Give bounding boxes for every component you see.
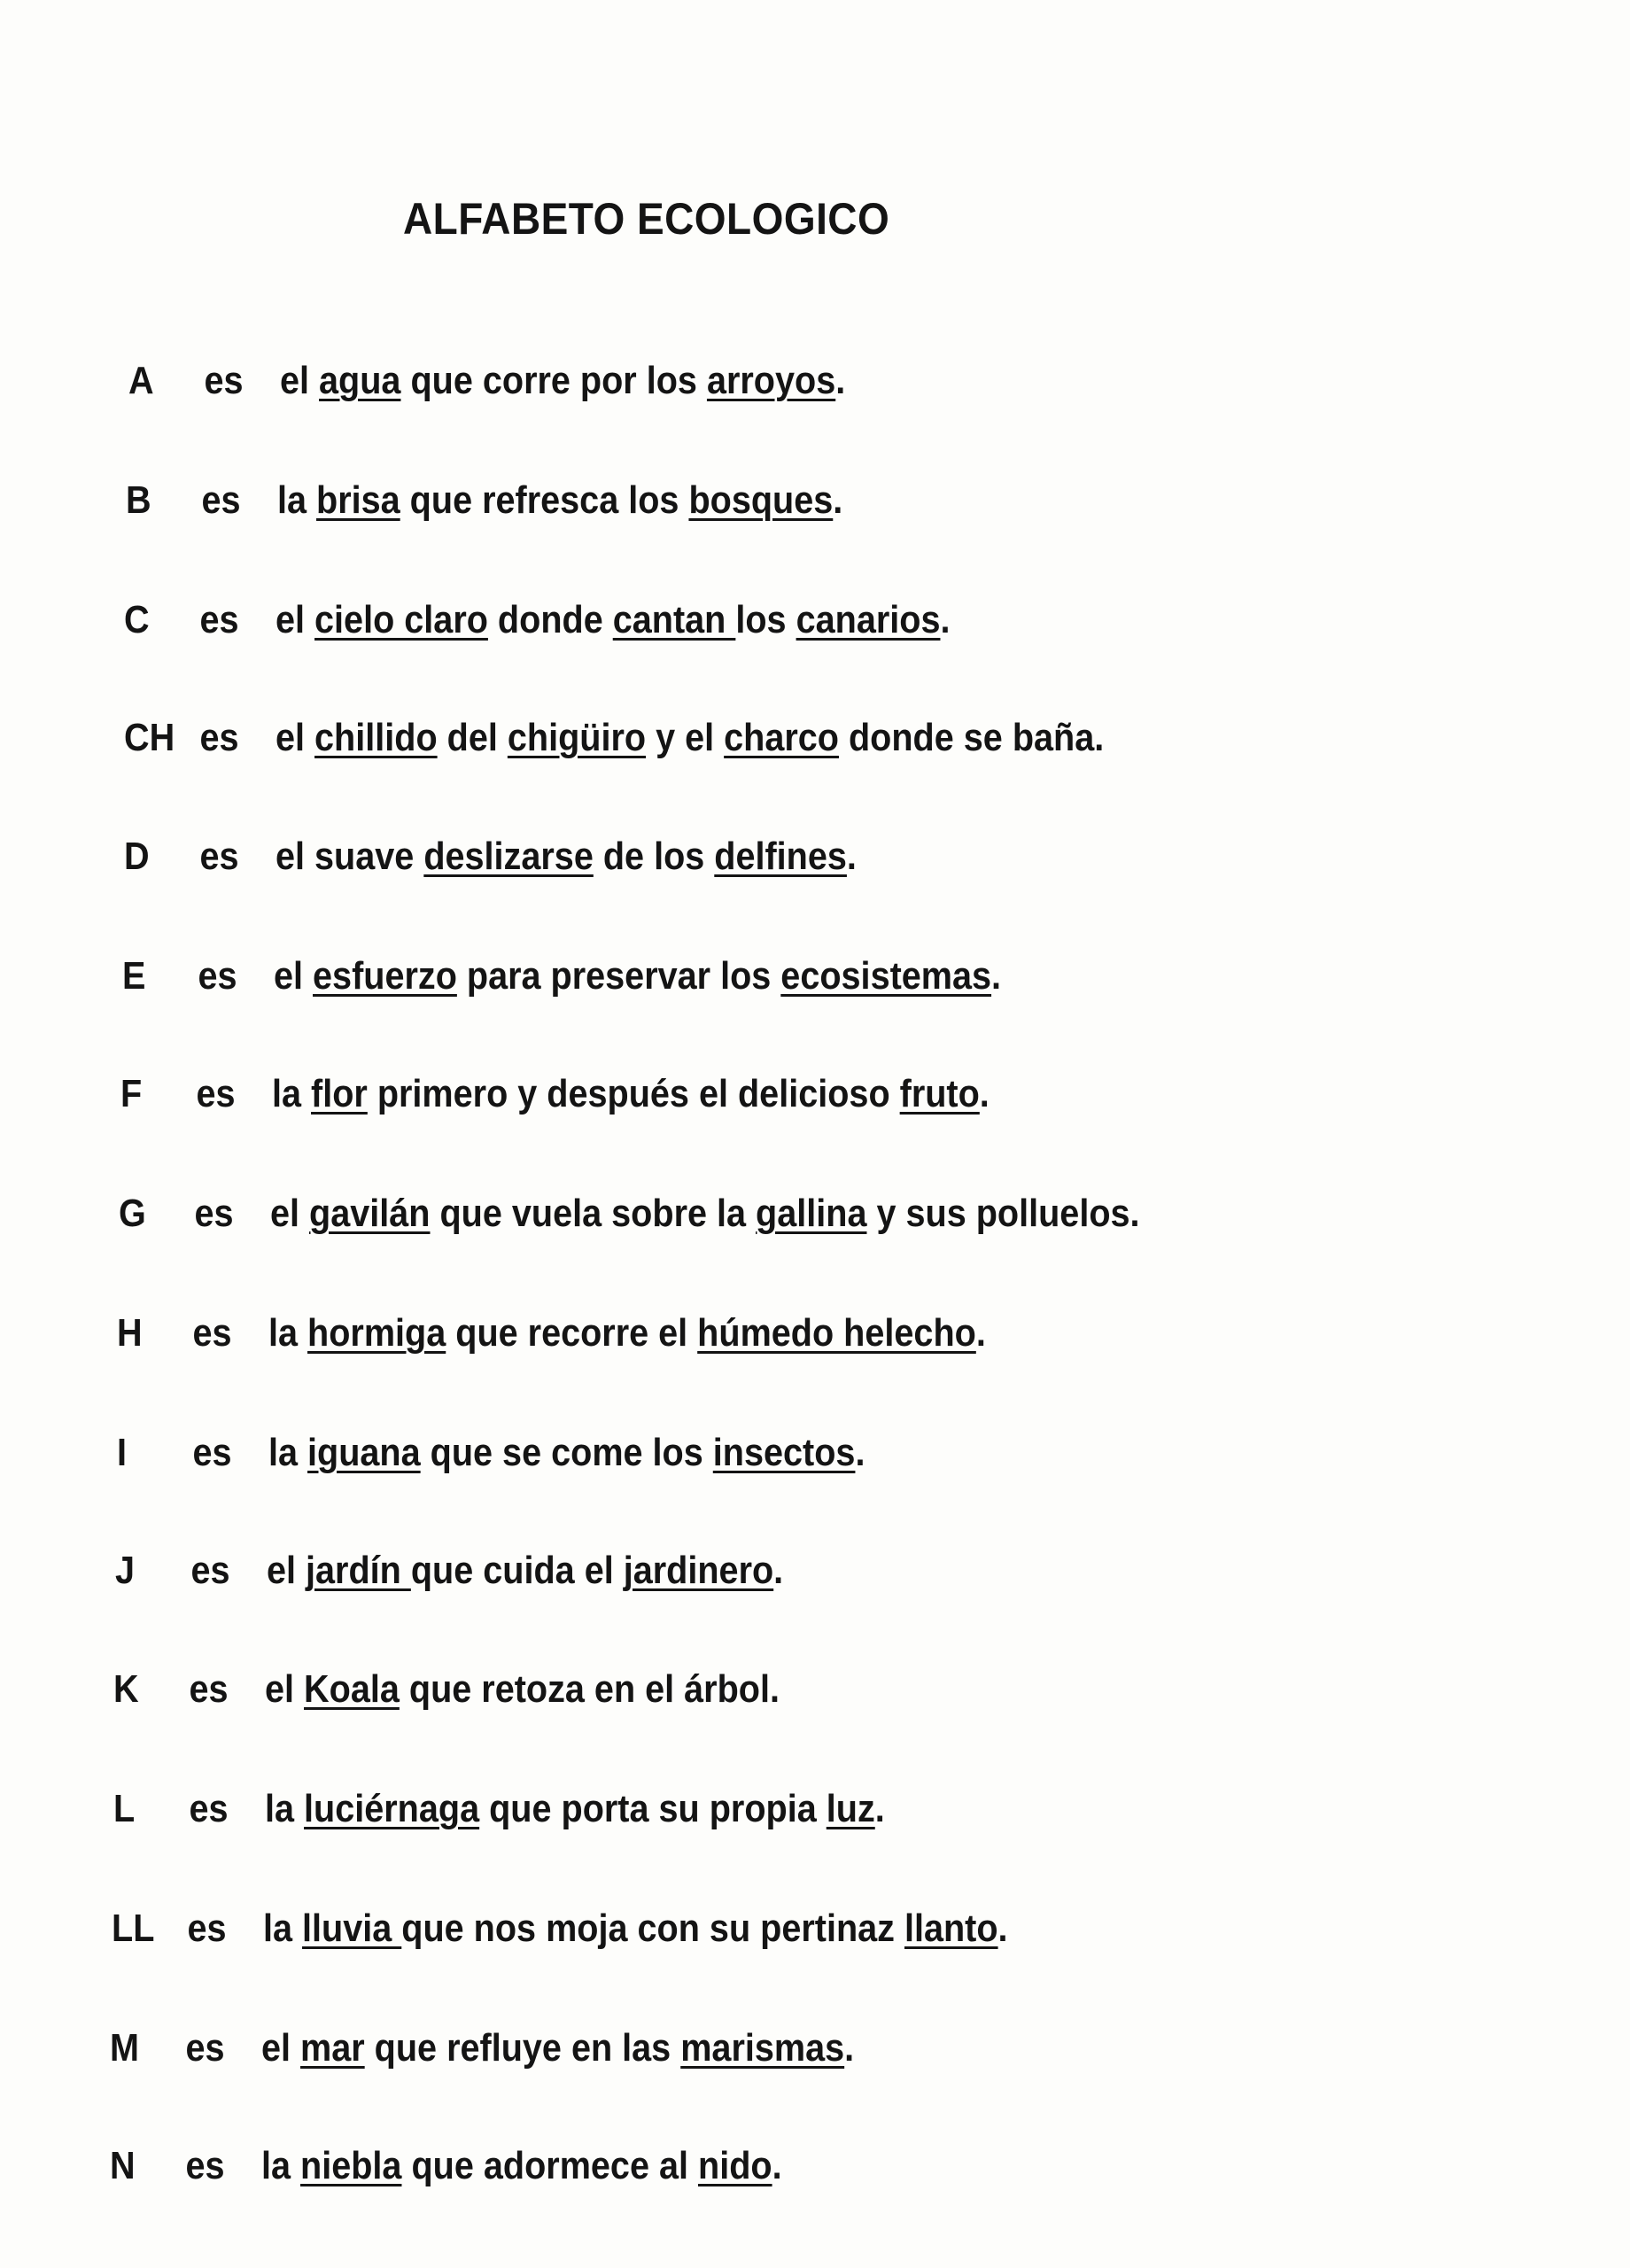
alphabet-entry-l bbox=[113, 1787, 885, 1831]
entry-text: primero y después el delicioso bbox=[367, 1072, 900, 1115]
entry-verb: es bbox=[196, 1072, 236, 1115]
underlined-keyword: ecosistemas bbox=[780, 954, 992, 998]
entry-text: . bbox=[833, 478, 843, 522]
entry-text: de los bbox=[593, 835, 715, 878]
entry-text: el bbox=[276, 598, 315, 641]
underlined-keyword: mar bbox=[300, 2026, 365, 2070]
alphabet-entry-g bbox=[119, 1192, 1140, 1236]
entry-verb: es bbox=[189, 1787, 229, 1830]
entry-text: la bbox=[268, 1311, 308, 1355]
underlined-keyword: niebla bbox=[300, 2144, 402, 2187]
entry-letter: CH bbox=[124, 716, 175, 759]
underlined-keyword: gavilán bbox=[309, 1192, 431, 1235]
entry-verb: es bbox=[185, 2026, 225, 2070]
page-title: ALFABETO ECOLOGICO bbox=[403, 194, 890, 244]
entry-text: que porta su propia bbox=[479, 1787, 827, 1830]
entry-verb: es bbox=[192, 1431, 232, 1474]
entry-text: que retoza en el árbol. bbox=[399, 1667, 780, 1711]
entry-text: que recorre el bbox=[446, 1311, 698, 1355]
underlined-keyword: nido bbox=[698, 2144, 772, 2187]
entry-text: . bbox=[975, 1311, 986, 1355]
entry-text: y el bbox=[646, 716, 725, 759]
alphabet-entry-i bbox=[117, 1431, 865, 1475]
entry-text: la bbox=[261, 2144, 301, 2187]
underlined-keyword: flor bbox=[311, 1072, 368, 1115]
entry-text: . bbox=[991, 954, 1002, 998]
entry-text: los bbox=[735, 598, 796, 641]
underlined-keyword: chillido bbox=[314, 716, 438, 759]
underlined-keyword: insectos bbox=[712, 1431, 856, 1474]
underlined-keyword: cielo claro bbox=[314, 598, 488, 641]
underlined-keyword: húmedo helecho bbox=[697, 1311, 976, 1355]
entry-verb: es bbox=[190, 1549, 230, 1592]
entry-letter: G bbox=[119, 1192, 146, 1235]
entry-letter: M bbox=[110, 2026, 139, 2070]
entry-text: . bbox=[844, 2026, 855, 2070]
entry-text: que adormece al bbox=[401, 2144, 699, 2187]
entry-letter: A bbox=[128, 359, 154, 402]
entry-letter: H bbox=[117, 1311, 143, 1355]
underlined-keyword: lluvia bbox=[302, 1907, 402, 1950]
entry-verb: es bbox=[192, 1311, 232, 1355]
entry-text: la bbox=[263, 1907, 303, 1950]
entry-verb: es bbox=[199, 598, 239, 641]
underlined-keyword: luz bbox=[826, 1787, 875, 1830]
entry-text: el bbox=[261, 2026, 301, 2070]
entry-text: que se come los bbox=[420, 1431, 713, 1474]
entry-text: el bbox=[274, 954, 314, 998]
alphabet-entry-a bbox=[128, 359, 845, 403]
underlined-keyword: iguana bbox=[307, 1431, 421, 1474]
alphabet-entry-j bbox=[115, 1549, 783, 1593]
entry-verb: es bbox=[198, 954, 237, 998]
entry-letter: K bbox=[113, 1667, 139, 1711]
entry-text: . bbox=[979, 1072, 990, 1115]
entry-text: . bbox=[846, 835, 857, 878]
alphabet-entry-c bbox=[124, 598, 950, 642]
entry-letter: L bbox=[113, 1787, 136, 1830]
entry-verb: es bbox=[185, 2144, 225, 2187]
entry-text: . bbox=[772, 2144, 782, 2187]
entry-letter: F bbox=[120, 1072, 143, 1115]
alphabet-entry-e bbox=[122, 954, 1001, 998]
entry-letter: C bbox=[124, 598, 150, 641]
entry-text: la bbox=[268, 1431, 308, 1474]
alphabet-entry-ch bbox=[124, 716, 1104, 760]
alphabet-entry-ll bbox=[112, 1907, 1008, 1951]
entry-text: que nos moja con su pertinaz bbox=[401, 1907, 904, 1950]
underlined-keyword: esfuerzo bbox=[313, 954, 457, 998]
entry-text: . bbox=[997, 1907, 1008, 1950]
underlined-keyword: Koala bbox=[304, 1667, 400, 1711]
underlined-keyword: cantan bbox=[612, 598, 736, 641]
entry-text: la bbox=[272, 1072, 312, 1115]
entry-text: que cuida el bbox=[410, 1549, 624, 1592]
entry-text: donde se baña. bbox=[838, 716, 1105, 759]
underlined-keyword: marismas bbox=[680, 2026, 845, 2070]
underlined-keyword: canarios bbox=[796, 598, 941, 641]
entry-text: . bbox=[855, 1431, 865, 1474]
underlined-keyword: gallina bbox=[756, 1192, 867, 1235]
entry-text: el bbox=[270, 1192, 310, 1235]
alphabet-entry-b bbox=[126, 478, 842, 523]
underlined-keyword: jardinero bbox=[623, 1549, 774, 1592]
alphabet-entry-k bbox=[113, 1667, 780, 1712]
entry-text: el bbox=[267, 1549, 307, 1592]
alphabet-entry-f bbox=[120, 1072, 990, 1116]
alphabet-entry-h bbox=[117, 1311, 986, 1355]
entry-verb: es bbox=[201, 478, 241, 522]
entry-letter: D bbox=[124, 835, 150, 878]
entry-text: del bbox=[437, 716, 508, 759]
entry-text: para preservar los bbox=[456, 954, 781, 998]
underlined-keyword: bosques bbox=[688, 478, 834, 522]
entry-letter: B bbox=[126, 478, 151, 522]
underlined-keyword: charco bbox=[724, 716, 839, 759]
entry-verb: es bbox=[199, 835, 239, 878]
entry-text: el bbox=[280, 359, 320, 402]
entry-letter: J bbox=[115, 1549, 136, 1592]
entry-verb: es bbox=[187, 1907, 227, 1950]
entry-text: que corre por los bbox=[400, 359, 707, 402]
entry-letter: N bbox=[110, 2144, 136, 2187]
underlined-keyword: chigüiro bbox=[507, 716, 647, 759]
alphabet-entry-m bbox=[110, 2026, 854, 2070]
entry-text: la bbox=[265, 1787, 305, 1830]
underlined-keyword: delfines bbox=[714, 835, 847, 878]
entry-text: que refresca los bbox=[400, 478, 689, 522]
entry-text: el suave bbox=[276, 835, 424, 878]
underlined-keyword: jardín bbox=[306, 1549, 411, 1592]
entry-text: donde bbox=[487, 598, 613, 641]
entry-text: el bbox=[265, 1667, 305, 1711]
entry-verb: es bbox=[199, 716, 239, 759]
entry-text: y sus polluelos. bbox=[866, 1192, 1140, 1235]
entry-verb: es bbox=[194, 1192, 234, 1235]
entry-verb: es bbox=[189, 1667, 229, 1711]
entry-text: que refluye en las bbox=[364, 2026, 681, 2070]
underlined-keyword: arroyos bbox=[706, 359, 836, 402]
underlined-keyword: deslizarse bbox=[423, 835, 594, 878]
entry-letter: E bbox=[122, 954, 146, 998]
underlined-keyword: fruto bbox=[899, 1072, 980, 1115]
entry-letter: I bbox=[117, 1431, 128, 1474]
underlined-keyword: agua bbox=[319, 359, 401, 402]
entry-verb: es bbox=[204, 359, 244, 402]
entry-text: el bbox=[276, 716, 315, 759]
entry-text: . bbox=[835, 359, 846, 402]
alphabet-entry-n bbox=[110, 2144, 782, 2188]
entry-text: . bbox=[874, 1787, 885, 1830]
entry-text: . bbox=[940, 598, 951, 641]
entry-text: . bbox=[773, 1549, 784, 1592]
entry-text: que vuela sobre la bbox=[430, 1192, 757, 1235]
entry-letter: LL bbox=[112, 1907, 155, 1950]
underlined-keyword: hormiga bbox=[307, 1311, 446, 1355]
underlined-keyword: llanto bbox=[904, 1907, 998, 1950]
alphabet-entry-d bbox=[124, 835, 857, 879]
underlined-keyword: brisa bbox=[316, 478, 400, 522]
underlined-keyword: luciérnaga bbox=[304, 1787, 480, 1830]
entry-text: la bbox=[277, 478, 317, 522]
